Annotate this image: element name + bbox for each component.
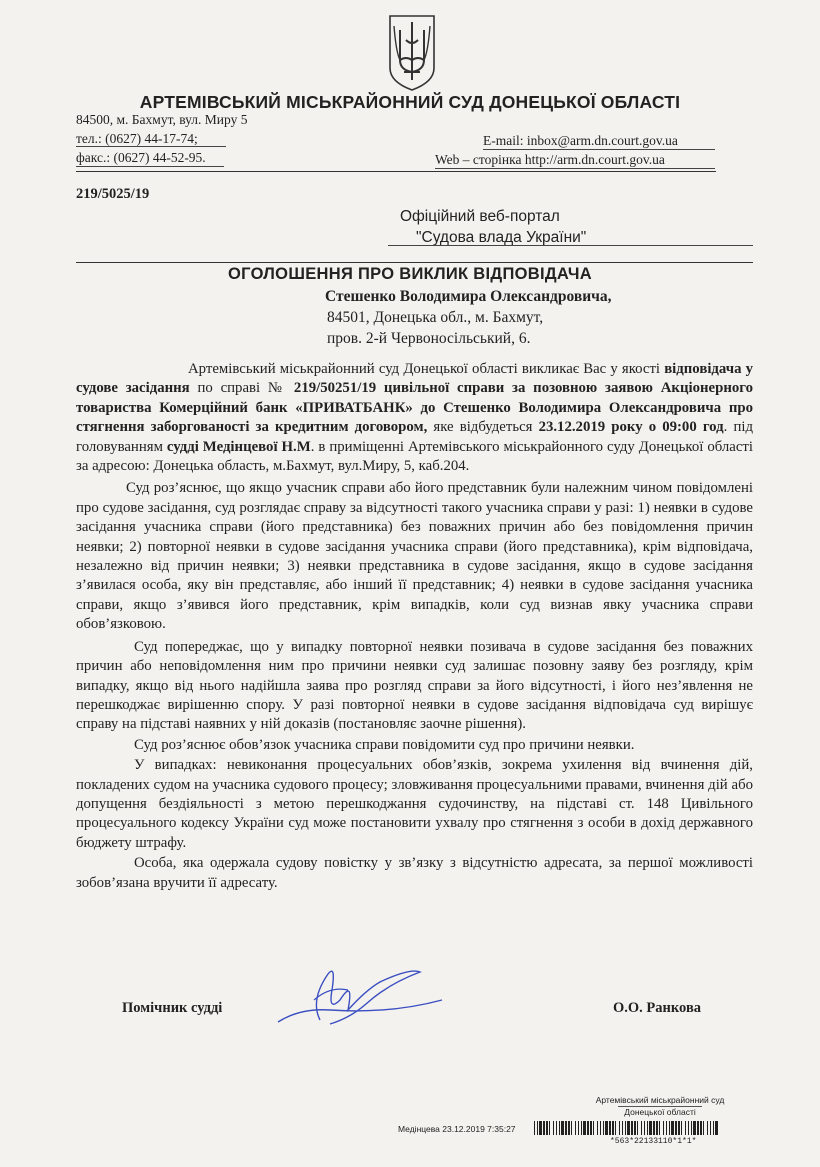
- registration-stamp: [560, 1095, 760, 1118]
- stamp-registration-meta: Медінцева 23.12.2019 7:35:27: [398, 1124, 516, 1134]
- paragraph-penalty: У випадках: невиконання процесуальних обов’язків, зокрема ухилення від вчинення дій, покладених судом на учасника судового процесу; зловживання процесуальними правами, вчинення дій або допущення бездіяльності з метою перешкоджання судочинству, на підставі ст. 148 Цивільного процесуального кодексу України суд може постановити ухвалу про стягнення з особи в дохід державного бюджету штрафу.: [76, 757, 753, 851]
- barcode-icon: [534, 1121, 719, 1135]
- portal-line1: Офіційний веб-портал: [400, 208, 560, 225]
- court-address: 84500, м. Бахмут, вул. Миру 5: [76, 112, 248, 127]
- paragraph-obligation: Суд роз’яснює обов’язок учасника справи повідомити суд про причини неявки.: [134, 736, 635, 753]
- email-underline: [483, 149, 715, 150]
- signatory-role: Помічник судді: [122, 1000, 223, 1016]
- notice-title: ОГОЛОШЕННЯ ПРО ВИКЛИК ВІДПОВІДАЧА: [228, 265, 592, 283]
- case-number: 219/5025/19: [76, 186, 150, 202]
- addressee-name: Стешенко Володимира Олександровича,: [325, 288, 612, 305]
- paragraph-summons: Артемівський міськрайонний суд Донецької області викликає Вас у якості відповідача у судове засідання по справі № 219/50251/19 цивільної справи за позовною заявою Акціонерного товариства Комерційний банк «ПРИВАТБАНК» до Стешенко Володимира Олександровича про стягнення заборгованості за кредитним договором, яке відбудеться 23.12.2019 року о 09:00 год. під головуванням судді Медінцевої Н.М. в приміщенні Артемівського міськрайонного суду Донецької області за адресою: Донецька область, м.Бахмут, вул.Миру, 5, каб.204.: [76, 361, 754, 475]
- web-underline: [435, 168, 715, 169]
- court-name: АРТЕМІВСЬКИЙ МІСЬКРАЙОННИЙ СУД ДОНЕЦЬКОЇ ОБЛАСТІ: [139, 92, 681, 112]
- stamp-court-line2: Донецької області: [618, 1106, 702, 1118]
- addressee-address-line1: 84501, Донецька обл., м. Бахмут,: [327, 309, 544, 326]
- court-phone: тел.: (0627) 44-17-74;: [76, 131, 198, 146]
- addressee-block: [325, 286, 612, 349]
- phone-underline: [76, 146, 226, 147]
- paragraph-absence-rules: Суд роз’яснює, що якщо учасник справи або його представник були належним чином повідомлені про судове засідання, суд розглядає справу за відсутності такого учасника справи у разі: 1) неявки в судове засідання учасника справи (його представника) без поважних причин або без повідомлення причин неявки; 2) повторної неявки в судове засідання учасника справи (його представника), крім відповідача, незалежно від причин неявки; 3) неявки представника в судове засідання, якщо в судове засідання з’явилася особа, яку він представляє, або інший її представник; 4) неявки в судове засідання учасника справи, якщо з’явився його представник, крім випадків, коли суд визнав явку учасника справи обов’язковою.: [76, 480, 753, 633]
- portal-line2: "Судова влада України": [416, 229, 587, 246]
- court-web: Web – сторінка http://arm.dn.court.gov.ua: [435, 152, 665, 167]
- ukraine-trident-emblem-icon: [386, 12, 438, 92]
- handwritten-signature-icon: [270, 960, 450, 1035]
- barcode-number: *563*22133110*1*1*: [610, 1137, 697, 1146]
- fax-underline: [76, 166, 224, 167]
- court-email: E-mail: inbox@arm.dn.court.gov.ua: [483, 133, 678, 148]
- court-fax: факс.: (0627) 44-52-95.: [76, 150, 206, 165]
- paragraph-delivery: Особа, яка одержала судову повістку у зв’язку з відсутністю адресата, за першої можливості зобов’язана вручити її адресату.: [76, 855, 753, 891]
- addressee-address-line2: пров. 2-й Червоносільський, 6.: [327, 330, 531, 347]
- paragraph-warning: Суд попереджає, що у випадку повторної неявки позивача в судове засідання без поважних причин або неповідомлення ним про причини неявки суд залишає позовну заяву без розгляду, крім випадку, якщо від нього надійшла заява про розгляд справи за його відсутності, і його нез’явлення не перешкоджає вирішенню спору. У разі повторної неявки в судове засідання відповідача суд вирішує справу на підставі наявних у ній доказів (постановляє заочне рішення).: [76, 638, 753, 733]
- signatory-name: О.О. Ранкова: [613, 1000, 702, 1016]
- stamp-court-line1: Артемівський міськрайонний суд: [595, 1095, 725, 1105]
- notice-body: [76, 360, 753, 893]
- recipient-portal: [400, 206, 586, 248]
- portal-underline: [388, 245, 753, 246]
- title-top-rule: [76, 262, 753, 263]
- header-divider: [76, 171, 716, 172]
